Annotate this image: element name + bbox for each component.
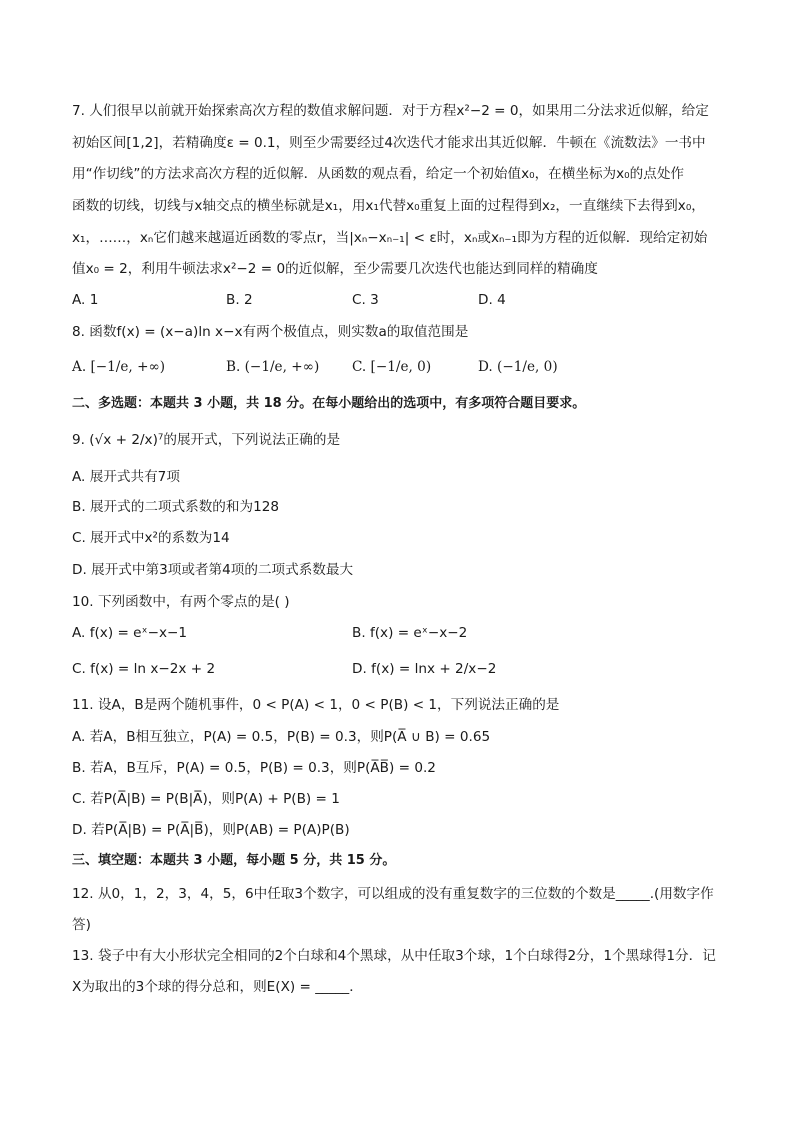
section-3-heading: 三、填空题：本题共 3 小题，每小题 5 分，共 15 分。 bbox=[72, 853, 396, 868]
q8-option-c: C. [−1/e, 0) bbox=[352, 359, 432, 375]
q8-option-b: B. (−1/e, +∞) bbox=[226, 359, 320, 375]
q11-option-a: A. 若A，B相互独立，P(A) = 0.5，P(B) = 0.3，则P(A̅ ∪ B) = 0.65 bbox=[72, 729, 491, 745]
q11-option-d: D. 若P(A̅|B) = P(A̅|B̅)，则P(AB) = P(A)P(B) bbox=[72, 822, 350, 838]
q11-option-b: B. 若A，B互斥，P(A) = 0.5，P(B) = 0.3，则P(A̅B̅) = 0.2 bbox=[72, 760, 436, 776]
q7-line-4: 函数的切线，切线与x轴交点的横坐标就是x₁，用x₁代替x₀重复上面的过程得到x₂，一直继续下去得到x₀， bbox=[72, 198, 705, 214]
section-2-heading: 二、多选题：本题共 3 小题，共 18 分。在每小题给出的选项中，有多项符合题目要求。 bbox=[72, 396, 586, 411]
q10-stem: 10. 下列函数中，有两个零点的是( ) bbox=[72, 594, 290, 610]
q9-stem: 9. (√x + 2/x)⁷的展开式，下列说法正确的是 bbox=[72, 432, 341, 448]
q8-stem: 8. 函数f(x) = (x−a)ln x−x有两个极值点，则实数a的取值范围是 bbox=[72, 324, 469, 340]
q9-option-a: A. 展开式共有7项 bbox=[72, 469, 180, 485]
q10-option-b: B. f(x) = eˣ−x−2 bbox=[352, 625, 468, 641]
q7-option-d: D. 4 bbox=[478, 292, 506, 308]
q10-option-c: C. f(x) = ln x−2x + 2 bbox=[72, 661, 216, 677]
q9-option-c: C. 展开式中x²的系数为14 bbox=[72, 530, 230, 546]
q13-line-1: 13. 袋子中有大小形状完全相同的2个白球和4个黑球，从中任取3个球，1个白球得2分，1个黑球得1分．记 bbox=[72, 948, 716, 964]
q7-line-1: 7. 人们很早以前就开始探索高次方程的数值求解问题．对于方程x²−2 = 0，如果用二分法求近似解，给定 bbox=[72, 103, 709, 119]
q12-line-2: 答) bbox=[72, 917, 91, 933]
q7-line-6: 值x₀ = 2，利用牛顿法求x²−2 = 0的近似解，至少需要几次迭代也能达到同样的精确度 bbox=[72, 261, 598, 277]
q7-line-5: x₁，……，xₙ它们越来越逼近函数的零点r，当|xₙ−xₙ₋₁| < ε时，xₙ或xₙ₋₁即为方程的近似解．现给定初始 bbox=[72, 230, 708, 246]
q7-option-a: A. 1 bbox=[72, 292, 99, 308]
q11-option-c: C. 若P(A̅|B) = P(B|A̅)，则P(A) + P(B) = 1 bbox=[72, 791, 340, 807]
q10-option-d: D. f(x) = lnx + 2/x−2 bbox=[352, 661, 497, 677]
q12-line-1: 12. 从0，1，2，3，4，5，6中任取3个数字，可以组成的没有重复数字的三位数的个数是_____.(用数字作 bbox=[72, 886, 714, 902]
q7-line-3: 用“作切线”的方法求高次方程的近似解．从函数的观点看，给定一个初始值x₀，在横坐标为x₀的点处作 bbox=[72, 166, 685, 182]
q9-option-d: D. 展开式中第3项或者第4项的二项式系数最大 bbox=[72, 562, 354, 578]
q13-line-2: X为取出的3个球的得分总和，则E(X) = _____． bbox=[72, 979, 363, 995]
q10-option-a: A. f(x) = eˣ−x−1 bbox=[72, 625, 188, 641]
q7-line-2: 初始区间[1,2]，若精确度ε = 0.1，则至少需要经过4次迭代才能求出其近似解．牛顿在《流数法》一书中 bbox=[72, 135, 706, 151]
q8-option-d: D. (−1/e, 0) bbox=[478, 359, 558, 375]
q8-option-a: A. [−1/e, +∞) bbox=[72, 359, 166, 375]
q9-option-b: B. 展开式的二项式系数的和为128 bbox=[72, 499, 280, 515]
q7-option-c: C. 3 bbox=[352, 292, 379, 308]
q11-stem: 11. 设A，B是两个随机事件，0 < P(A) < 1，0 < P(B) < 1，下列说法正确的是 bbox=[72, 697, 560, 713]
q7-option-b: B. 2 bbox=[226, 292, 253, 308]
